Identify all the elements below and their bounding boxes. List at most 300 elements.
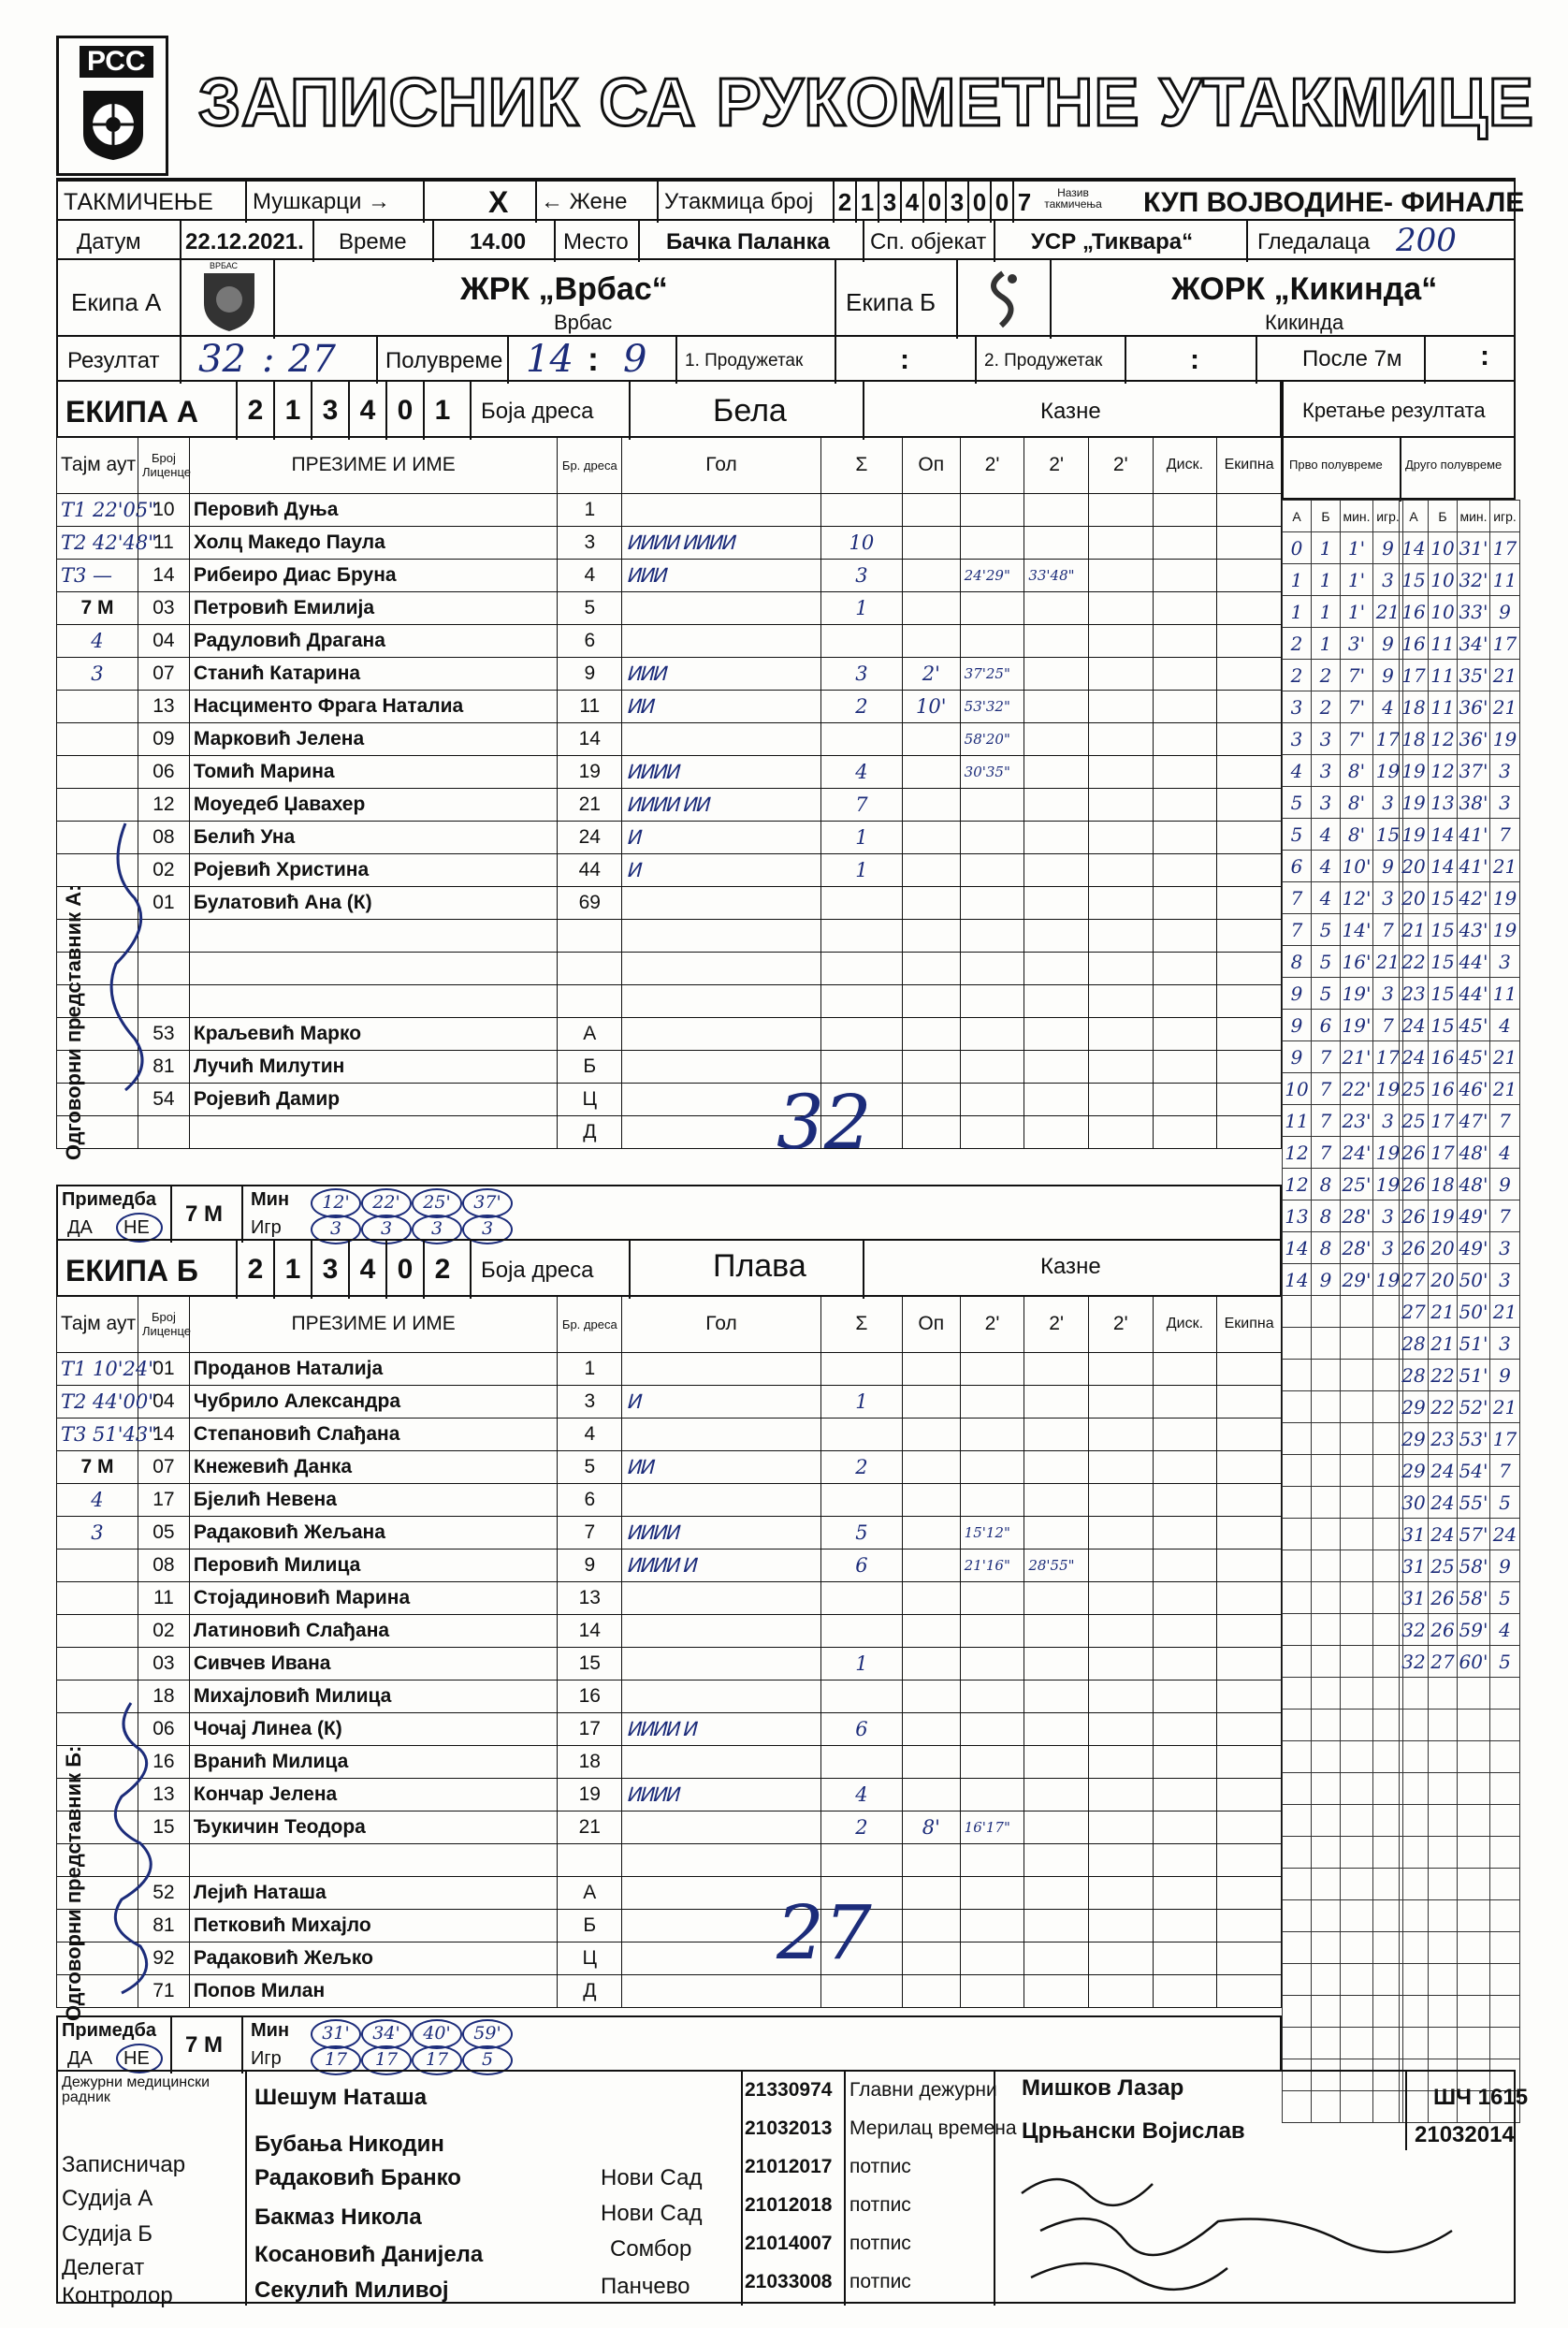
progress-row [1400,1169,1520,1200]
progress-cell [1458,1869,1490,1900]
cell-p1: 24'29" [960,560,1024,592]
progress-cell [1490,1805,1520,1837]
cell-lic: 14 [138,1419,189,1451]
team-a-7m-minute: 25' [412,1188,462,1218]
cell-empty [1088,985,1153,1018]
cell-warn [902,1353,960,1386]
table-row [57,1484,1282,1517]
progress-cell: 8' [1341,755,1373,787]
progress-cell [1341,1678,1373,1710]
progress-row [1400,564,1520,596]
progress-row [1283,1519,1403,1550]
progress-cell [1341,1391,1373,1423]
progress-cell [1490,1710,1520,1741]
cell-empty [1088,1615,1153,1648]
progress-cell: 15 [1429,1010,1458,1041]
cell-empty [1217,822,1282,854]
table-row [57,1975,1282,2008]
cell-p2 [1024,1386,1089,1419]
progress-cell [1429,1678,1458,1710]
cell-warn [902,1746,960,1779]
column-header-p2: 2' [1024,437,1089,494]
progress-cell [1341,1296,1373,1328]
cell-warn [902,822,960,854]
cell-empty [1217,1681,1282,1713]
cell-goal: ⵍⵍⵍ [622,658,821,691]
progress-cell: 41' [1458,851,1490,882]
progress-cell: 25 [1400,1073,1429,1105]
cell-empty [1153,920,1217,953]
progress-cell: 11 [1283,1105,1312,1137]
progress-cell: 2 [1312,691,1341,723]
cell-goal: ⵍⵍⵍⵍ [622,1517,821,1550]
progress-cell: 27 [1429,1646,1458,1678]
progress-cell [1400,1964,1429,1996]
cell-empty [1088,854,1153,887]
cell-empty [1153,1779,1217,1811]
cell-lic: 03 [138,592,189,625]
timeout-cell: T3 51'43" [57,1419,138,1451]
column-header-disq: Диск. [1153,437,1217,494]
cell-sum: 6 [820,1550,902,1582]
cell-sum: 5 [820,1517,902,1550]
cell-no: А [558,1018,622,1051]
cell-p1: 53'32" [960,691,1024,723]
cell-empty [1153,1877,1217,1910]
progress-row [1400,1296,1520,1328]
cell-goal [622,1648,821,1681]
progress-cell: 23 [1400,978,1429,1010]
progress-cell [1341,1805,1373,1837]
cell-empty [1088,1084,1153,1116]
progress-cell: 4 [1312,882,1341,914]
cell-empty [1217,1942,1282,1975]
progress-first-half: Прво полувреме [1289,458,1383,472]
cell-empty [1088,625,1153,658]
cell-sum [820,1484,902,1517]
progress-row [1283,1996,1403,2028]
progress-cell [1283,1296,1312,1328]
progress-cell: 28' [1341,1200,1373,1232]
progress-header-row [1400,501,1520,532]
official-license: 21033008 [745,2271,833,2292]
progress-cell: 7 [1490,1455,1520,1487]
cell-sum [820,985,902,1018]
progress-cell: 26 [1400,1169,1429,1200]
cell-lic: 14 [138,560,189,592]
cell-lic: 13 [138,691,189,723]
cell-warn [902,1451,960,1484]
progress-cell: 9 [1373,628,1403,660]
cell-empty [1088,1942,1153,1975]
progress-cell: 24 [1429,1519,1458,1550]
progress-cell [1400,1996,1429,2028]
column-header-p2: 2' [1024,1296,1089,1353]
cell-warn [902,1910,960,1942]
cell-lic: 04 [138,625,189,658]
cell-lic: 08 [138,822,189,854]
timeout-cell [57,1615,138,1648]
cell-no: 15 [558,1648,622,1681]
progress-column-header: мин. [1458,501,1490,532]
progress-cell: 4 [1283,755,1312,787]
progress-row [1400,1996,1520,2028]
progress-cell [1341,1900,1373,1932]
progress-row [1400,946,1520,978]
cell-name: Сивчев Ивана [189,1648,558,1681]
cell-empty [1153,985,1217,1018]
cell-p1 [960,1844,1024,1877]
rss-logo [56,36,168,176]
time-label: Време [339,229,407,255]
cell-p2 [1024,953,1089,985]
team-a-header [56,380,1282,438]
team-a-table [56,436,1282,1149]
progress-row [1283,1487,1403,1519]
progress-cell: 20 [1429,1232,1458,1264]
team-b-officials-label: Одговорни представник Б: [62,1745,85,2021]
cell-warn [902,756,960,789]
progress-cell [1458,1710,1490,1741]
cell-lic: 71 [138,1975,189,2008]
team-b-label: Екипа Б [846,288,936,316]
cell-p1 [960,1353,1024,1386]
column-header-license: Број Лиценце [138,437,189,494]
progress-cell: 24' [1341,1137,1373,1169]
progress-row [1283,1964,1403,1996]
team-a-7m-minute: 12' [311,1188,361,1218]
cell-name: Моуедеб Џавахер [189,789,558,822]
cell-sum [820,920,902,953]
cell-no: 21 [558,789,622,822]
progress-cell: 3 [1490,787,1520,819]
progress-cell [1400,1900,1429,1932]
progress-cell: 10 [1429,564,1458,596]
progress-row [1283,882,1403,914]
cell-name: Рибеиро Диас Бруна [189,560,558,592]
cell-empty [1088,953,1153,985]
cell-no: 3 [558,1386,622,1419]
cell-name: Кнежевић Данка [189,1451,558,1484]
cell-p1 [960,1484,1024,1517]
progress-cell [1312,1710,1341,1741]
progress-cell [1400,1741,1429,1773]
progress-cell: 19 [1400,755,1429,787]
progress-row [1400,1932,1520,1964]
progress-row [1283,914,1403,946]
progress-cell [1490,2028,1520,2059]
progress-cell: 27 [1400,1264,1429,1296]
progress-cell: 5 [1490,1582,1520,1614]
cell-p2 [1024,1648,1089,1681]
cell-empty [1088,1648,1153,1681]
table-row [57,1877,1282,1910]
cell-p2 [1024,1419,1089,1451]
table-row [57,1713,1282,1746]
cell-name [189,1844,558,1877]
progress-cell [1490,1773,1520,1805]
team-a-title: ЕКИПА А [65,395,198,429]
cell-no: 6 [558,625,622,658]
cell-empty [1153,1386,1217,1419]
progress-cell: 54' [1458,1455,1490,1487]
progress-cell: 3 [1373,1200,1403,1232]
cell-warn [902,1018,960,1051]
cell-name: Перовић Милица [189,1550,558,1582]
cell-p2 [1024,1484,1089,1517]
team-b-7m-game-number: 17 [311,2045,361,2075]
cell-empty [1153,1615,1217,1648]
progress-second-half: Друго полувреме [1405,458,1503,472]
cell-name: Радаковић Жељана [189,1517,558,1550]
cell-p1 [960,822,1024,854]
progress-cell: 37' [1458,755,1490,787]
timeout-cell: T1 22'05" [57,494,138,527]
cell-p1: 58'20" [960,723,1024,756]
cell-empty [1217,854,1282,887]
progress-cell [1341,1360,1373,1391]
cell-empty [1088,887,1153,920]
table-row [57,1051,1282,1084]
cell-p1 [960,625,1024,658]
competition-men: Мушкарци → [253,189,391,214]
column-header-timeout: Тајм аут [57,1296,138,1353]
progress-row [1400,787,1520,819]
progress-cell: 17 [1400,660,1429,691]
cell-p2 [1024,1084,1089,1116]
column-header-no: Бр. дреса [558,437,622,494]
cell-goal: ⵍⵍ [622,691,821,723]
cell-p2 [1024,691,1089,723]
cell-p1 [960,1051,1024,1084]
progress-row [1283,1232,1403,1264]
progress-row [1283,1391,1403,1423]
team-a-min-label: Мин [251,1189,290,1210]
progress-cell [1341,1932,1373,1964]
progress-cell: 19' [1341,978,1373,1010]
cell-p1 [960,527,1024,560]
cell-sum [820,1746,902,1779]
cell-p1 [960,1681,1024,1713]
progress-cell: 36' [1458,691,1490,723]
progress-row [1400,1232,1520,1264]
table-row [57,1419,1282,1451]
cell-empty [1217,1811,1282,1844]
cell-name: Проданов Наталија [189,1353,558,1386]
progress-cell [1312,1646,1341,1678]
team-b-remark-no: НЕ [123,2048,150,2069]
cell-name: Булатовић Ана (К) [189,887,558,920]
progress-cell: 2 [1312,660,1341,691]
progress-row [1400,1900,1520,1932]
cell-empty [1153,723,1217,756]
progress-cell: 8 [1312,1200,1341,1232]
team-a-7m-label: 7 М [185,1201,224,1227]
progress-cell [1458,1837,1490,1869]
competition-name-label: Назив такмичења [1044,186,1102,211]
after7m-value: : [1480,341,1489,371]
cell-sum: 1 [820,1386,902,1419]
cell-lic: 02 [138,854,189,887]
column-header-p1: 2' [960,437,1024,494]
progress-first-table [1282,500,1403,2123]
progress-cell: 36' [1458,723,1490,755]
official-role: потпис [849,2271,911,2292]
cell-empty [1088,756,1153,789]
team-b-table [56,1295,1282,2008]
cell-name: Радуловић Драгана [189,625,558,658]
progress-cell: 21 [1490,1041,1520,1073]
cell-empty [1153,854,1217,887]
table-row [57,625,1282,658]
progress-row [1400,1678,1520,1710]
progress-row [1400,1487,1520,1519]
progress-cell: 10 [1283,1073,1312,1105]
progress-cell: 3 [1490,1328,1520,1360]
cell-name: Петковић Михајло [189,1910,558,1942]
result-row: Резултат 32 : 27 Полувреме 14 : 9 1. Продужетак : 2. Продужетак : После 7м : [56,335,1516,382]
cell-p1 [960,1116,1024,1149]
cell-no: Д [558,1116,622,1149]
medic-label: Дежурни медицински радник [62,2074,211,2105]
cell-warn [902,1386,960,1419]
progress-row [1283,978,1403,1010]
progress-cell: 14 [1283,1264,1312,1296]
progress-cell: 5 [1490,1487,1520,1519]
progress-cell [1341,1710,1373,1741]
progress-cell [1283,1805,1312,1837]
progress-cell [1458,1996,1490,2028]
column-header-team: Екипна [1217,1296,1282,1353]
table-row [57,1844,1282,1877]
progress-cell: 9 [1490,596,1520,628]
progress-cell [1341,1455,1373,1487]
cell-no: Ц [558,1084,622,1116]
progress-cell: 22 [1429,1360,1458,1391]
cell-goal: ⵍ [622,854,821,887]
progress-row [1400,1964,1520,1996]
progress-cell: 5 [1312,978,1341,1010]
cell-empty [1088,527,1153,560]
progress-cell [1458,1805,1490,1837]
cell-sum: 2 [820,691,902,723]
progress-column-header: мин. [1341,501,1373,532]
progress-cell [1312,1996,1341,2028]
progress-cell: 1 [1283,596,1312,628]
chief-name: Мишков Лазар [1022,2075,1184,2101]
cell-empty [1088,1451,1153,1484]
progress-cell [1341,1837,1373,1869]
progress-cell: 7 [1373,914,1403,946]
cell-no: Б [558,1910,622,1942]
progress-cell: 24 [1429,1487,1458,1519]
progress-cell: 17 [1373,723,1403,755]
cell-empty [1217,1779,1282,1811]
progress-row [1400,1646,1520,1678]
progress-cell [1283,1678,1312,1710]
cell-lic: 04 [138,1386,189,1419]
progress-cell [1429,1900,1458,1932]
cell-no: 44 [558,854,622,887]
overtime1-value: : [900,344,909,375]
cell-no [558,920,622,953]
cell-no: 5 [558,1451,622,1484]
column-header-sum: Σ [820,437,902,494]
cell-p1 [960,920,1024,953]
progress-cell: 24 [1400,1041,1429,1073]
cell-p2 [1024,1353,1089,1386]
team-b-7m-minute: 34' [361,2019,412,2049]
progress-second-table [1399,500,1520,2123]
progress-cell: 16 [1400,628,1429,660]
progress-row [1400,1455,1520,1487]
progress-cell: 7' [1341,691,1373,723]
cell-no: 21 [558,1811,622,1844]
timeout-cell: 7 М [57,1451,138,1484]
cell-no: 5 [558,592,622,625]
cell-name: Ђукичин Теодора [189,1811,558,1844]
progress-cell [1312,1455,1341,1487]
cell-empty [1217,527,1282,560]
progress-cell: 3 [1373,882,1403,914]
page-title: ЗАПИСНИК СА РУКОМЕТНЕ УТАКМИЦЕ [198,65,1534,140]
progress-cell [1341,1423,1373,1455]
progress-cell [1312,1900,1341,1932]
cell-goal: ⵍⵍⵍⵍ [622,756,821,789]
column-header-p3: 2' [1088,437,1153,494]
progress-cell: 15 [1400,564,1429,596]
progress-cell [1341,1550,1373,1582]
cell-goal [622,953,821,985]
progress-cell: 12 [1283,1169,1312,1200]
progress-cell: 55' [1458,1487,1490,1519]
progress-cell [1283,1582,1312,1614]
progress-cell: 59' [1458,1614,1490,1646]
progress-row [1283,1710,1403,1741]
cell-warn [902,1713,960,1746]
team-b-jersey: Плава [713,1248,806,1284]
timeout-cell [57,1582,138,1615]
team-b-7m-minute: 40' [412,2019,462,2049]
progress-cell: 10 [1429,596,1458,628]
table-row [57,953,1282,985]
cell-empty [1217,1713,1282,1746]
progress-cell: 3 [1373,564,1403,596]
date-label: Датум [77,229,141,255]
cell-empty [1153,1484,1217,1517]
timeout-cell [57,1550,138,1582]
progress-cell: 11 [1490,564,1520,596]
progress-cell [1312,1296,1341,1328]
cell-empty [1217,1648,1282,1681]
progress-cell: 60' [1458,1646,1490,1678]
progress-cell: 7 [1312,1137,1341,1169]
table-row [57,592,1282,625]
progress-row [1283,628,1403,660]
cell-empty [1217,920,1282,953]
delegate-city: Сомбор [610,2236,692,2262]
cell-lic: 17 [138,1484,189,1517]
cell-name: Кончар Јелена [189,1779,558,1811]
progress-cell: 7 [1490,1105,1520,1137]
progress-row [1400,723,1520,755]
progress-cell: 3' [1341,628,1373,660]
cell-sum [820,1582,902,1615]
timeout-cell: T2 44'00" [57,1386,138,1419]
cell-empty [1088,1484,1153,1517]
medic-name: Шешум Наташа [254,2085,428,2110]
progress-cell [1312,1869,1341,1900]
